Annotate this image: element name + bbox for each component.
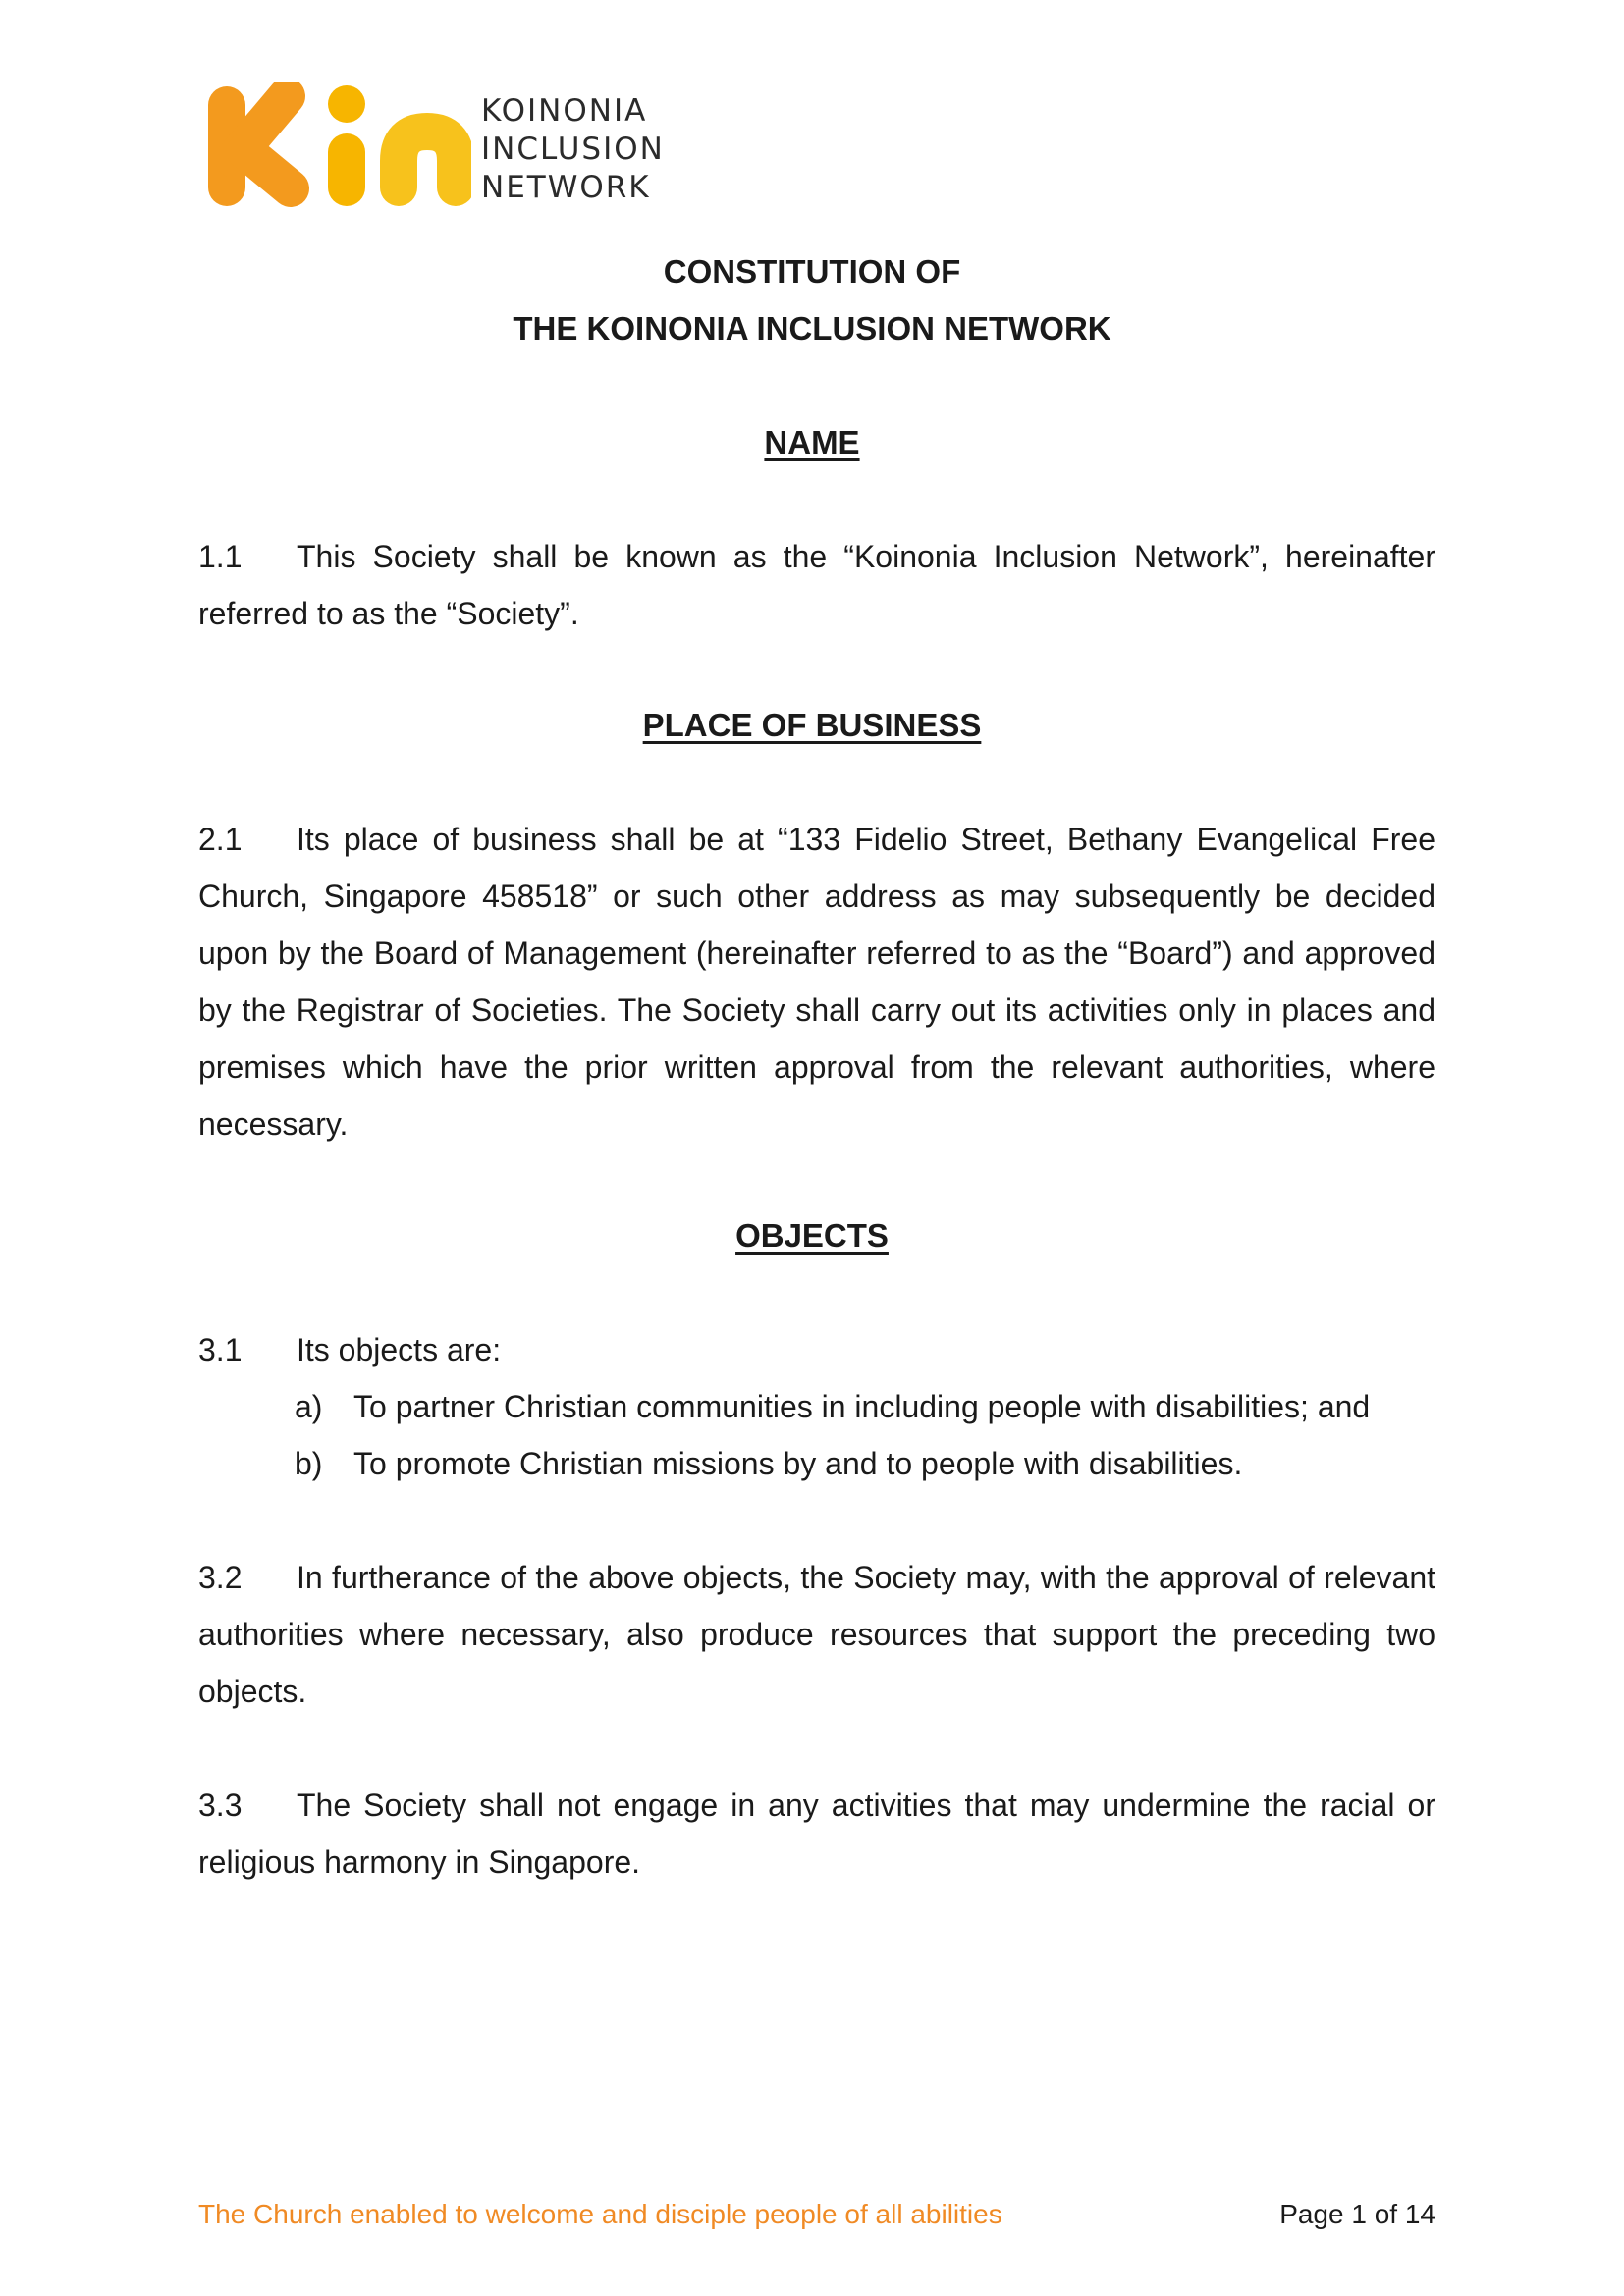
clause-number: 3.3 (198, 1788, 243, 1823)
logo-word-koinonia: KOINONIA (481, 93, 648, 129)
list-item-a (295, 1378, 1370, 1435)
clause-2-1 (198, 811, 1435, 1152)
heading-name: NAME (764, 424, 860, 460)
document-title-line1: CONSTITUTION OF (663, 253, 961, 290)
clause-text: Its place of business shall be at “133 Fidelio Street, Bethany Evangelical Free Church, Singapore 458518” or such other address as may subsequently be decided upon by the Board of Management (hereinafter referred to as the “Board”) and approved by the Registrar of Societies. The Society shall carry out its activities only in places and premises which have the prior written approval from the relevant authorities, where necessary. (198, 822, 1435, 1142)
clause-text: This Society shall be known as the “Koinonia Inclusion Network”, hereinafter referred to as the “Society”. (198, 539, 1435, 631)
clause-number: 2.1 (198, 822, 243, 857)
clause-text: In furtherance of the above objects, the Society may, with the approval of relevant authorities where necessary, also produce resources that support the preceding two objects. (198, 1560, 1435, 1709)
logo-i-stem (328, 133, 365, 206)
clause-text: The Society shall not engage in any activities that may undermine the racial or religious harmony in Singapore. (198, 1788, 1435, 1880)
document-title-line2: THE KOINONIA INCLUSION NETWORK (513, 310, 1111, 347)
heading-objects: OBJECTS (735, 1217, 889, 1254)
list-text: To promote Christian missions by and to people with disabilities. (353, 1446, 1243, 1481)
footer-page-number: Page 1 of 14 (1279, 2199, 1435, 2229)
logo-i-dot (328, 85, 365, 123)
logo-k-lower-arm (245, 151, 291, 188)
clause-3-3 (198, 1777, 1435, 1891)
list-letter: a) (295, 1389, 323, 1424)
clause-number: 1.1 (198, 539, 243, 574)
clause-3-2 (198, 1549, 1435, 1720)
heading-place-of-business: PLACE OF BUSINESS (642, 707, 982, 743)
list-item-b (295, 1435, 1242, 1492)
kin-logo-mark (206, 82, 471, 210)
clause-number: 3.2 (198, 1560, 243, 1595)
logo-word-network: NETWORK (481, 170, 651, 205)
list-text: To partner Christian communities in including people with disabilities; and (353, 1389, 1371, 1424)
clause-text: Its objects are: (297, 1332, 502, 1367)
list-letter: b) (295, 1446, 323, 1481)
logo-word-inclusion: INCLUSION (481, 132, 665, 167)
clause-1-1 (198, 528, 1435, 642)
logo-wordmark (481, 92, 665, 207)
logo-n-shape (399, 132, 456, 187)
clause-3-1 (198, 1321, 1435, 1378)
clause-number: 3.1 (198, 1332, 243, 1367)
footer-tagline: The Church enabled to welcome and disciple people of all abilities (198, 2199, 1002, 2229)
kin-logo (206, 82, 668, 210)
